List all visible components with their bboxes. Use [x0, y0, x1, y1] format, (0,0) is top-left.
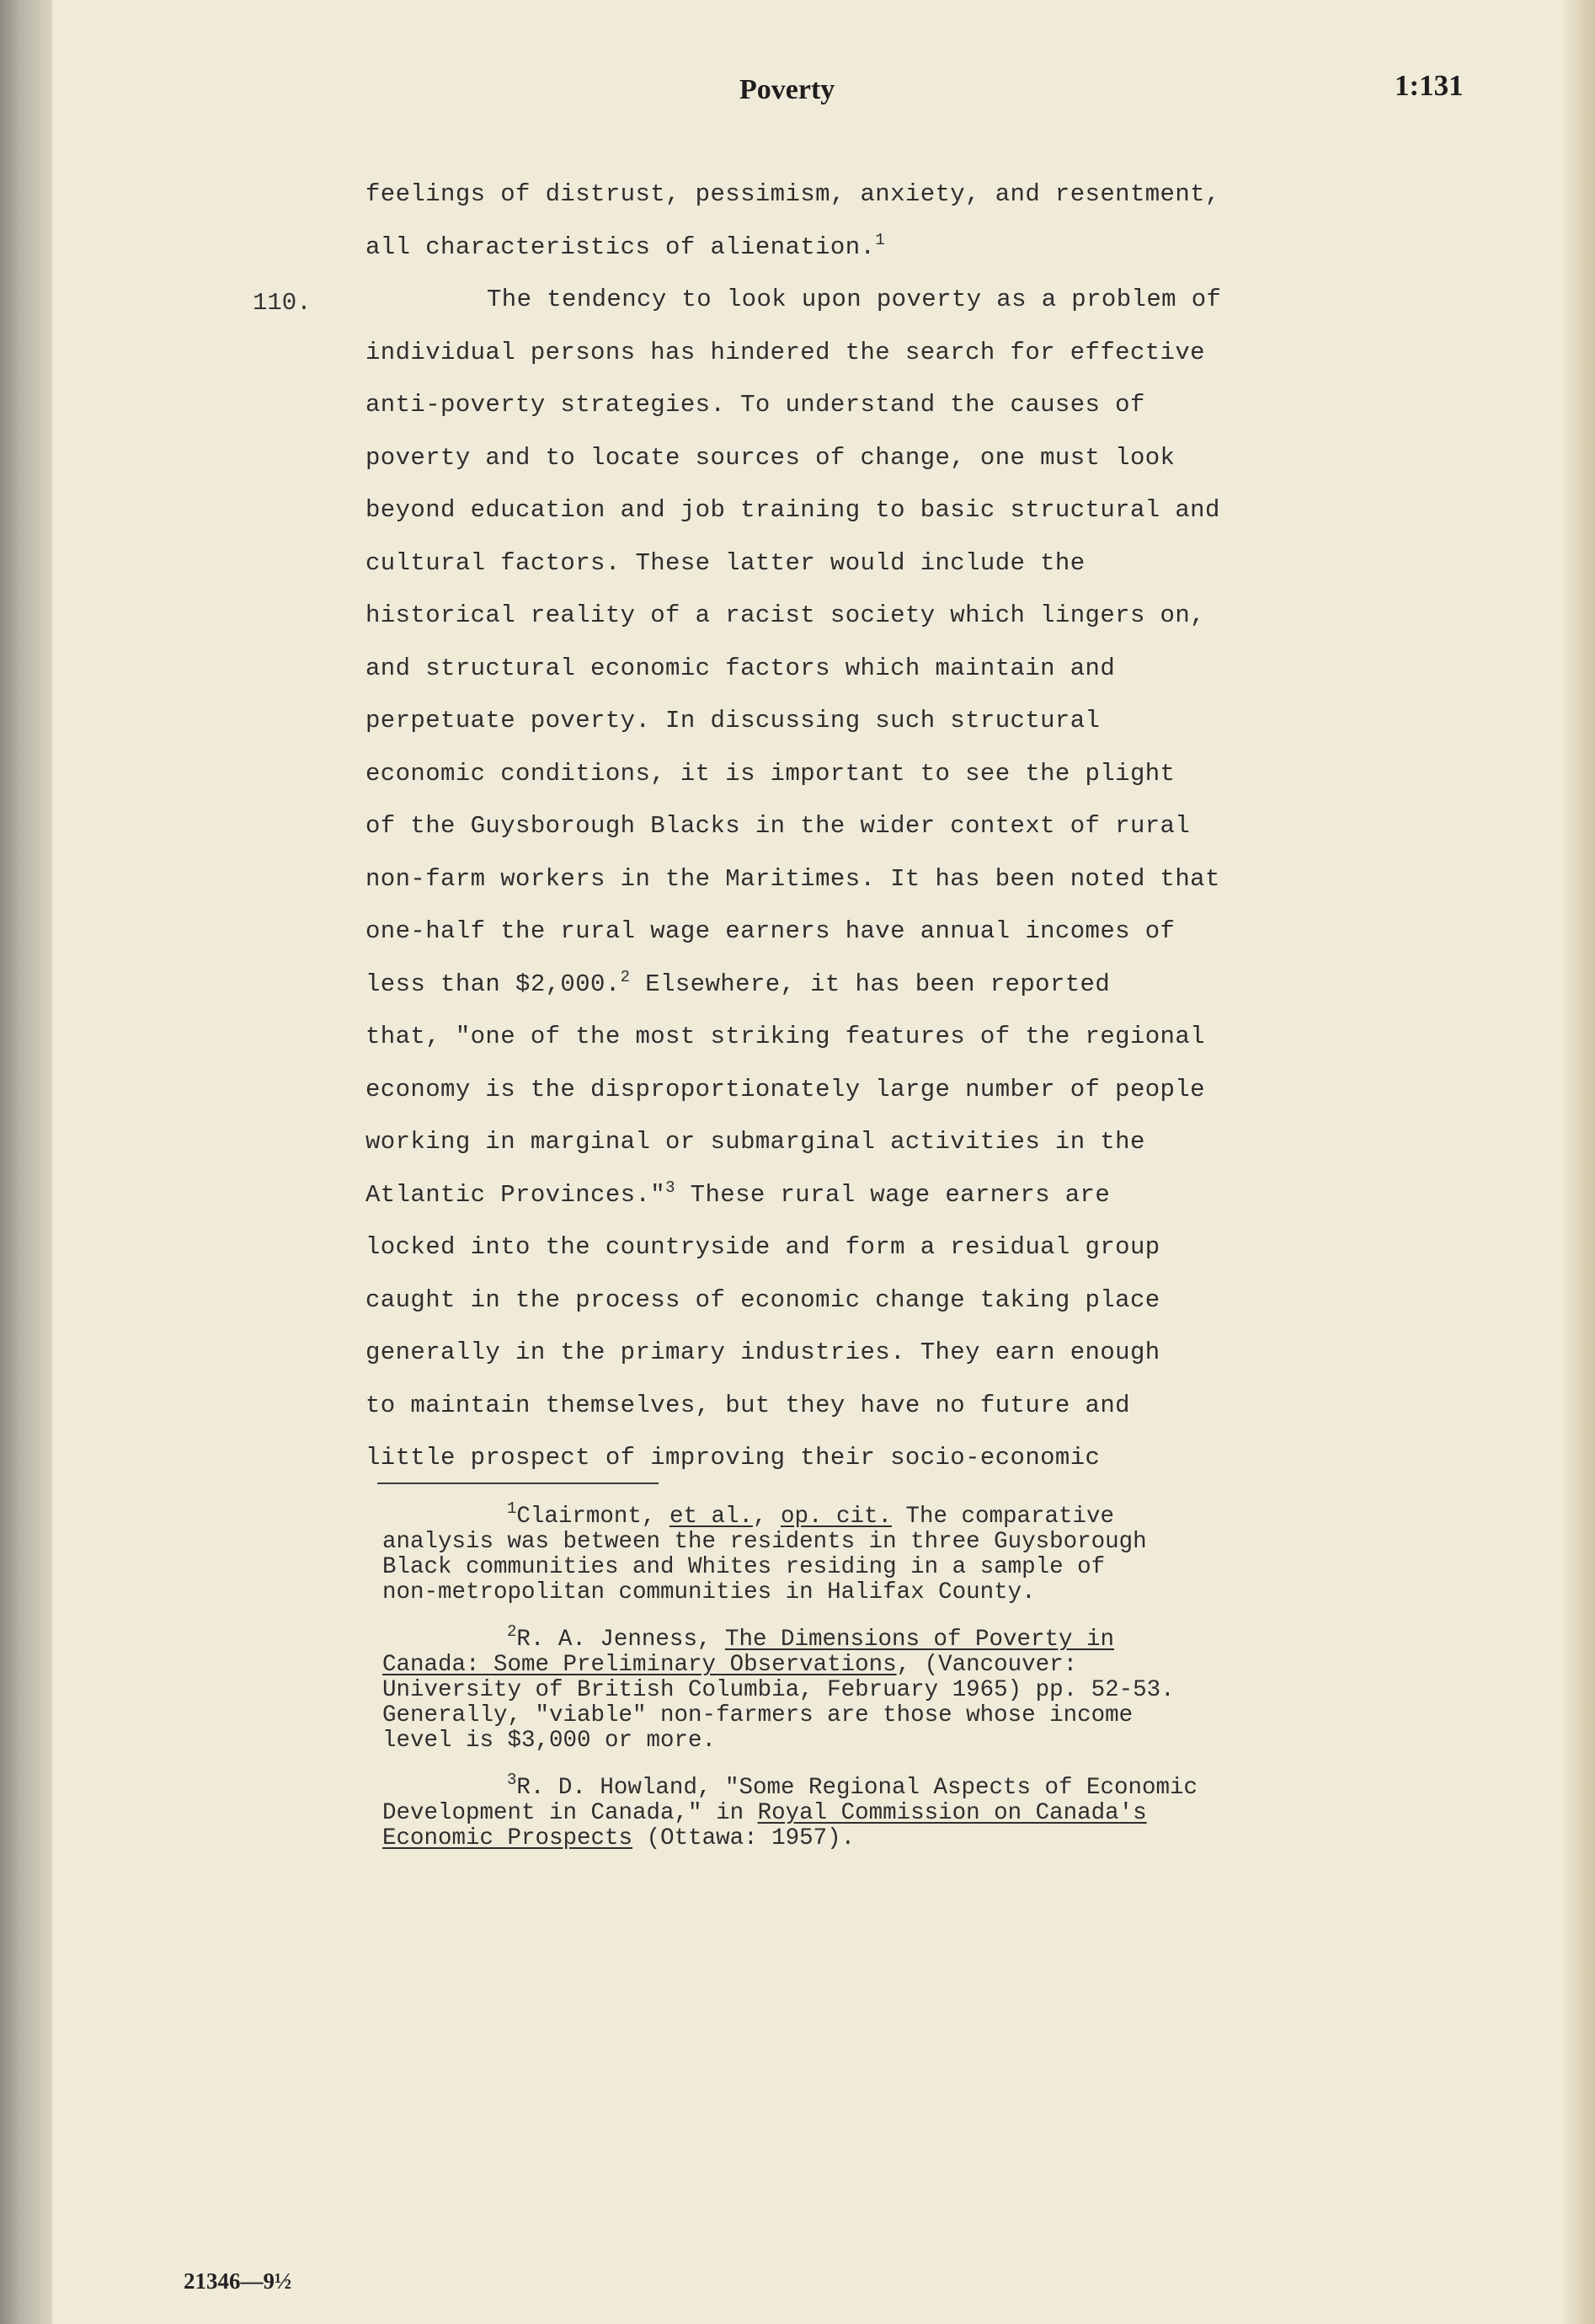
- page-binding-shadow: [0, 0, 52, 2324]
- page-edge-stack: [1561, 0, 1595, 2324]
- signature-code: 21346—9½: [184, 2268, 292, 2294]
- body-line: cultural factors. These latter would include the: [365, 548, 1086, 577]
- footnote-3: $^3$R. D. Howland, "Some Regional Aspects of Economic Development in Canada," in Royal Commission on Canada's Economic Prospects (Ottawa: 1957).: [382, 1771, 1198, 1851]
- page-number: 1:131: [1395, 69, 1464, 102]
- body-line: and structural economic factors which maintain and: [365, 654, 1116, 682]
- body-line: caught in the process of economic change taking place: [365, 1285, 1160, 1314]
- body-line: working in marginal or submarginal activities in the: [365, 1128, 1145, 1156]
- document-page: [52, 0, 1561, 2324]
- running-header-title: Poverty: [739, 74, 835, 105]
- footnote-1: $^1$Clairmont, et al., op. cit. The comparative analysis was between the residents in three Guysborough Black communities and Whites residing in a sample of non-metropolitan communities in Halifax County.: [382, 1499, 1147, 1605]
- footnotes: [382, 1499, 1342, 1873]
- body-line: locked into the countryside and form a residual group: [365, 1233, 1160, 1261]
- body-line: beyond education and job training to basic structural and: [365, 496, 1220, 524]
- body-line: perpetuate poverty. In discussing such structural: [365, 707, 1101, 735]
- footnote-ref[interactable]: 1: [875, 230, 886, 249]
- body-line: of the Guysborough Blacks in the wider context of rural: [365, 812, 1191, 840]
- body-line: anti-poverty strategies. To understand the causes of: [365, 391, 1145, 419]
- body-line: economic conditions, it is important to see the plight: [365, 759, 1176, 788]
- body-line: that, "one of the most striking features of the regional: [365, 1023, 1205, 1050]
- body-line: non-farm workers in the Maritimes. It has been noted that: [365, 864, 1220, 893]
- body-line: less than $2,000.$^2$ Elsewhere, it has been reported: [365, 967, 1111, 998]
- body-line: all characteristics of alienation.$^1$: [365, 230, 886, 261]
- footnote-separator: [377, 1483, 659, 1484]
- body-line: to maintain themselves, but they have no future and: [365, 1391, 1130, 1419]
- footnote-ref[interactable]: 2: [620, 967, 631, 986]
- footnote-2: $^2$R. A. Jenness, The Dimensions of Poverty in Canada: Some Preliminary Observations, (Vancouver: University of British Columbia, February 1965) pp. 52-53. Generally, "viable" non-farmers are those whose income level is $3,000 or more.: [382, 1622, 1175, 1754]
- body-line: economy is the disproportionately large number of people: [365, 1075, 1205, 1103]
- body-line: individual persons has hindered the search for effective: [365, 338, 1205, 366]
- body-line: poverty and to locate sources of change, one must look: [365, 443, 1176, 472]
- body-line: historical reality of a racist society which lingers on,: [365, 601, 1205, 629]
- paragraph-number: 110.: [253, 289, 312, 317]
- body-line: generally in the primary industries. They earn enough: [365, 1338, 1160, 1366]
- body-line: The tendency to look upon poverty as a problem of: [487, 286, 1222, 313]
- body-line: one-half the rural wage earners have annual incomes of: [365, 917, 1176, 945]
- body-text: [365, 168, 1334, 1485]
- body-line: little prospect of improving their socio-economic: [365, 1444, 1101, 1472]
- body-line: Atlantic Provinces."$^3$ These rural wage earners are: [365, 1178, 1111, 1209]
- footnote-ref[interactable]: 3: [665, 1178, 675, 1197]
- body-line: feelings of distrust, pessimism, anxiety, and resentment,: [365, 180, 1220, 208]
